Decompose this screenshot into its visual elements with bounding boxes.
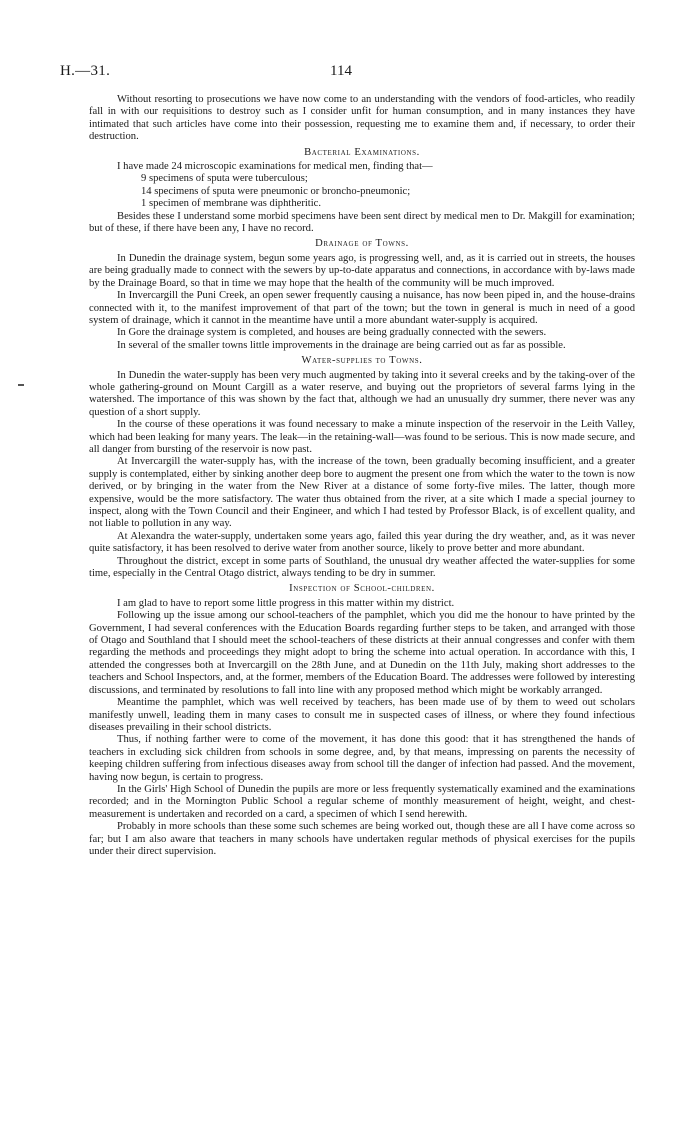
water-paragraph: At Invercargill the water-supply has, with the increase of the town, been gradually becoming insufficient, and a greater supply is contemplated, either by sinking another deep bore to augment the present one from which the water to the town is now derived, or by bringing in the water from the New River at a distance of some forty-five miles. The latter, though more expensive, would be the more satisfactory. The water thus obtained from the river, at a site which I made a special journey to inspect, along with the Town Council and their Engineer, and which I had tested by Professor Black, is of excellent quality, and not liable to pollution in any way. xyxy=(89,456,635,530)
school-paragraph: Thus, if nothing farther were to come of the movement, it has done this good: that it has strengthened the hands of teachers in excluding sick children from schools in some degree, and, by that means, impressing on parents the necessity of keeping children suffering from infectious diseases away from school till the danger of infection had passed. And the movement, having now begun, is certain to progress. xyxy=(89,734,635,783)
water-paragraph: At Alexandra the water-supply, undertaken some years ago, failed this year during the dry weather, and, as it was never quite satisfactory, it has been resolved to derive water from another source, likely to prove better and more abundant. xyxy=(89,530,635,555)
section-heading-school: Inspection of School-children. xyxy=(289,583,435,595)
school-paragraph: Following up the issue among our school-teachers of the pamphlet, which you did me the honour to have printed by the Government, I had several conferences with the Education Boards regarding further steps to be taken, and arranged with those of Otago and Southland that I should meet the school-teachers of these districts at their annual congresses and confer with them regarding the methods and proceedings they might adopt to bring the scheme into actual operation. In accordance with this, I attended the congresses both at Invercargill on the 28th June, and at Dunedin on the 11th July, making short addresses to the teachers and School Inspectors, and, at the former, members of the Education Board. The addresses were followed by interesting discussions, and terminated by resolutions to fall into line with any proposed method which might be workably arranged. xyxy=(89,610,635,696)
page-number: 114 xyxy=(330,63,352,79)
water-paragraph: In the course of these operations it was found necessary to make a minute inspection of the reservoir in the Leith Valley, which had been leaking for many years. The leak—in the retaining-wall—was found to be serious. This is now made secure, and all danger from bursting of the reservoir is now past. xyxy=(89,419,635,455)
water-paragraph: In Dunedin the water-supply has been very much augmented by taking into it several creeks and by the taking-over of the whole gathering-ground on Mount Cargill as a water reserve, and buying out the proprietors of several farms lying in the watershed. The importance of this was shown by the fact that, although we had an unusually dry summer, there never was any question of a short supply. xyxy=(89,369,635,418)
document-reference: H.—31. xyxy=(60,63,111,79)
drainage-paragraph: In Invercargill the Puni Creek, an open sewer frequently causing a nuisance, has now been piped in, and the house-drains connected with it, to the manifest improvement of that part of the town; but the town in general is much in need of a good system of drainage, which it cannot in the meantime have until a more abundant water-supply is acquired. xyxy=(89,290,635,326)
bacterial-lead: I have made 24 microscopic examinations for medical men, finding that— xyxy=(117,161,433,173)
list-item: 1 specimen of membrane was diphtheritic. xyxy=(141,198,322,210)
margin-mark xyxy=(18,384,24,386)
school-paragraph: In the Girls' High School of Dunedin the pupils are more or less frequently systematically examined and the examinations recorded; and in the Mornington Public School a regular scheme of monthly measurement of height, weight, and chest-measurement is undertaken and recorded on a card, a specimen of which I send herewith. xyxy=(89,783,635,820)
drainage-paragraph: In Gore the drainage system is completed, and houses are being gradually connected with the sewers. xyxy=(117,327,547,339)
drainage-paragraph: In Dunedin the drainage system, begun some years ago, is progressing well, and, as it is carried out in streets, the houses are being gradually made to connect with the sewers by up-to-date apparatus and connections, in accordance with by-laws made by the Drainage Board, so that in time we may hope that the health of the community will be much improved. xyxy=(89,252,635,289)
drainage-paragraph: In several of the smaller towns little improvements in the drainage are being carried out as far as possible. xyxy=(117,339,566,351)
list-item: 14 specimens of sputa were pneumonic or broncho-pneumonic; xyxy=(141,185,411,197)
school-paragraph: I am glad to have to report some little progress in this matter within my district. xyxy=(117,597,455,609)
school-paragraph: Probably in more schools than these some such schemes are being worked out, though these are all I have come across so far; but I am also aware that teachers in many schools have undertaken regular methods of physical exercises for the pupils under their direct supervision. xyxy=(89,821,635,857)
intro-paragraph: Without resorting to prosecutions we have now come to an understanding with the vendors of food-articles, who readily fall in with our requisitions to destroy such as I consider unfit for human consumption, and in many instances they have intimated that such articles have come into their possession, requesting me to examine them and, if necessary, to order their destruction. xyxy=(89,94,635,143)
section-heading-bacterial: Bacterial Examinations. xyxy=(304,146,420,158)
report-body xyxy=(89,94,635,858)
school-paragraph: Meantime the pamphlet, which was well received by teachers, has been made use of by them to weed out scholars manifestly unwell, leading them in many cases to consult me in suspected cases of illness, or where they found infectious diseases prevailing in their school districts. xyxy=(89,697,635,733)
bacterial-after: Besides these I understand some morbid specimens have been sent direct by medical men to Dr. Makgill for examination; but of these, if there have been any, I have no record. xyxy=(89,210,635,235)
list-item: 9 specimens of sputa were tuberculous; xyxy=(141,173,308,185)
section-heading-water: Water-supplies to Towns. xyxy=(301,355,423,367)
specimen-list xyxy=(89,173,635,210)
water-paragraph: Throughout the district, except in some parts of Southland, the unusual dry weather affected the water-supplies for some time, especially in the Central Otago district, always tending to be dry in summer. xyxy=(89,555,635,580)
section-heading-drainage: Drainage of Towns. xyxy=(315,238,409,250)
